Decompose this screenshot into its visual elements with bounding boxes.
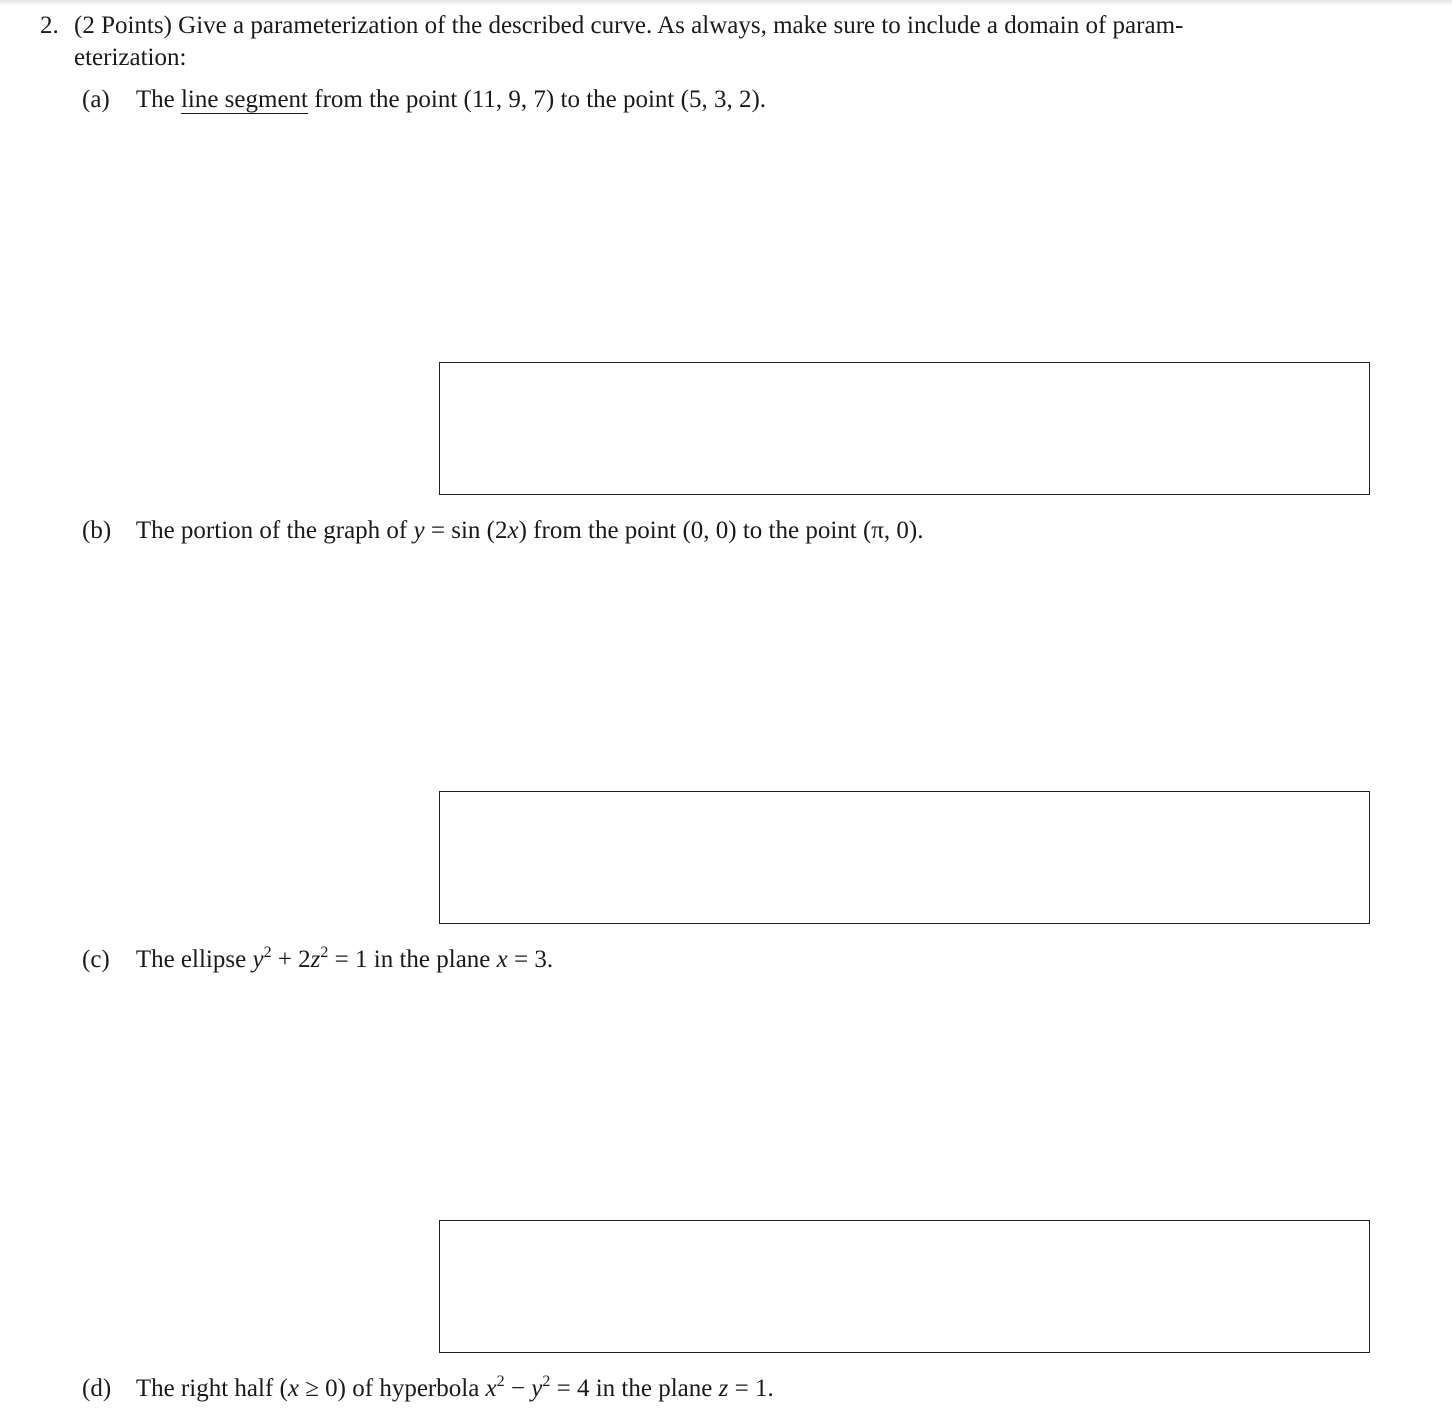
part-c-var-x: x (496, 946, 508, 973)
part-d-text-pre: The right half ( (135, 1375, 288, 1402)
part-c-text-post: = 3. (514, 946, 554, 973)
part-c-var-z: z (310, 946, 321, 973)
part-b-prompt (82, 516, 924, 546)
part-a-text-post: from the point (11, 9, 7) to the point (5, 3, 2). (314, 86, 767, 113)
part-d-minus: − (510, 1375, 526, 1402)
part-c-text-pre: The ellipse (135, 946, 247, 973)
part-c-label: (c) (82, 946, 110, 973)
part-d-text-post: = 1. (734, 1375, 774, 1402)
part-b-answer-box[interactable] (439, 791, 1370, 924)
part-d-prompt (82, 1374, 774, 1404)
part-c-exp-z: 2 (320, 944, 329, 961)
part-b-equation: = sin (2 (430, 517, 508, 544)
part-c-exp-y: 2 (263, 944, 272, 961)
part-b-var-y: y (413, 517, 425, 544)
part-a-prompt (82, 85, 766, 115)
part-d-var-z: z (718, 1375, 729, 1402)
question-number: 2. (40, 12, 59, 39)
part-b-label: (b) (82, 517, 112, 544)
part-d-var-x-cond: x (287, 1375, 299, 1402)
question-prompt-line-1: (2 Points) Give a parameterization of the described curve. As always, make sure to include a domain of param- (74, 12, 1184, 39)
part-b-text-post: ) from the point (0, 0) to the point (π, 0). (518, 517, 924, 544)
part-c-prompt (82, 945, 553, 975)
top-edge-shadow (0, 0, 1452, 6)
part-d-exp-y: 2 (542, 1373, 551, 1390)
part-c-plus: + 2 (277, 946, 311, 973)
part-a-text-pre: The (135, 86, 175, 113)
part-a-answer-box[interactable] (439, 362, 1370, 495)
part-d-var-x: x (485, 1375, 497, 1402)
part-d-exp-x: 2 (496, 1373, 505, 1390)
part-c-var-y: y (252, 946, 264, 973)
question-prompt-line-2: eterization: (74, 44, 187, 71)
part-a-label: (a) (82, 86, 110, 113)
part-b-var-x: x (507, 517, 519, 544)
part-d-equation: = 4 in the plane (556, 1375, 713, 1402)
part-d-label: (d) (82, 1375, 112, 1402)
part-b-text-pre: The portion of the graph of (135, 517, 408, 544)
part-d-condition: ≥ 0) of hyperbola (305, 1375, 480, 1402)
part-d-var-y: y (531, 1375, 543, 1402)
part-c-answer-box[interactable] (439, 1220, 1370, 1353)
part-a-underlined-term: line segment (180, 86, 308, 113)
part-c-equation: = 1 in the plane (334, 946, 491, 973)
